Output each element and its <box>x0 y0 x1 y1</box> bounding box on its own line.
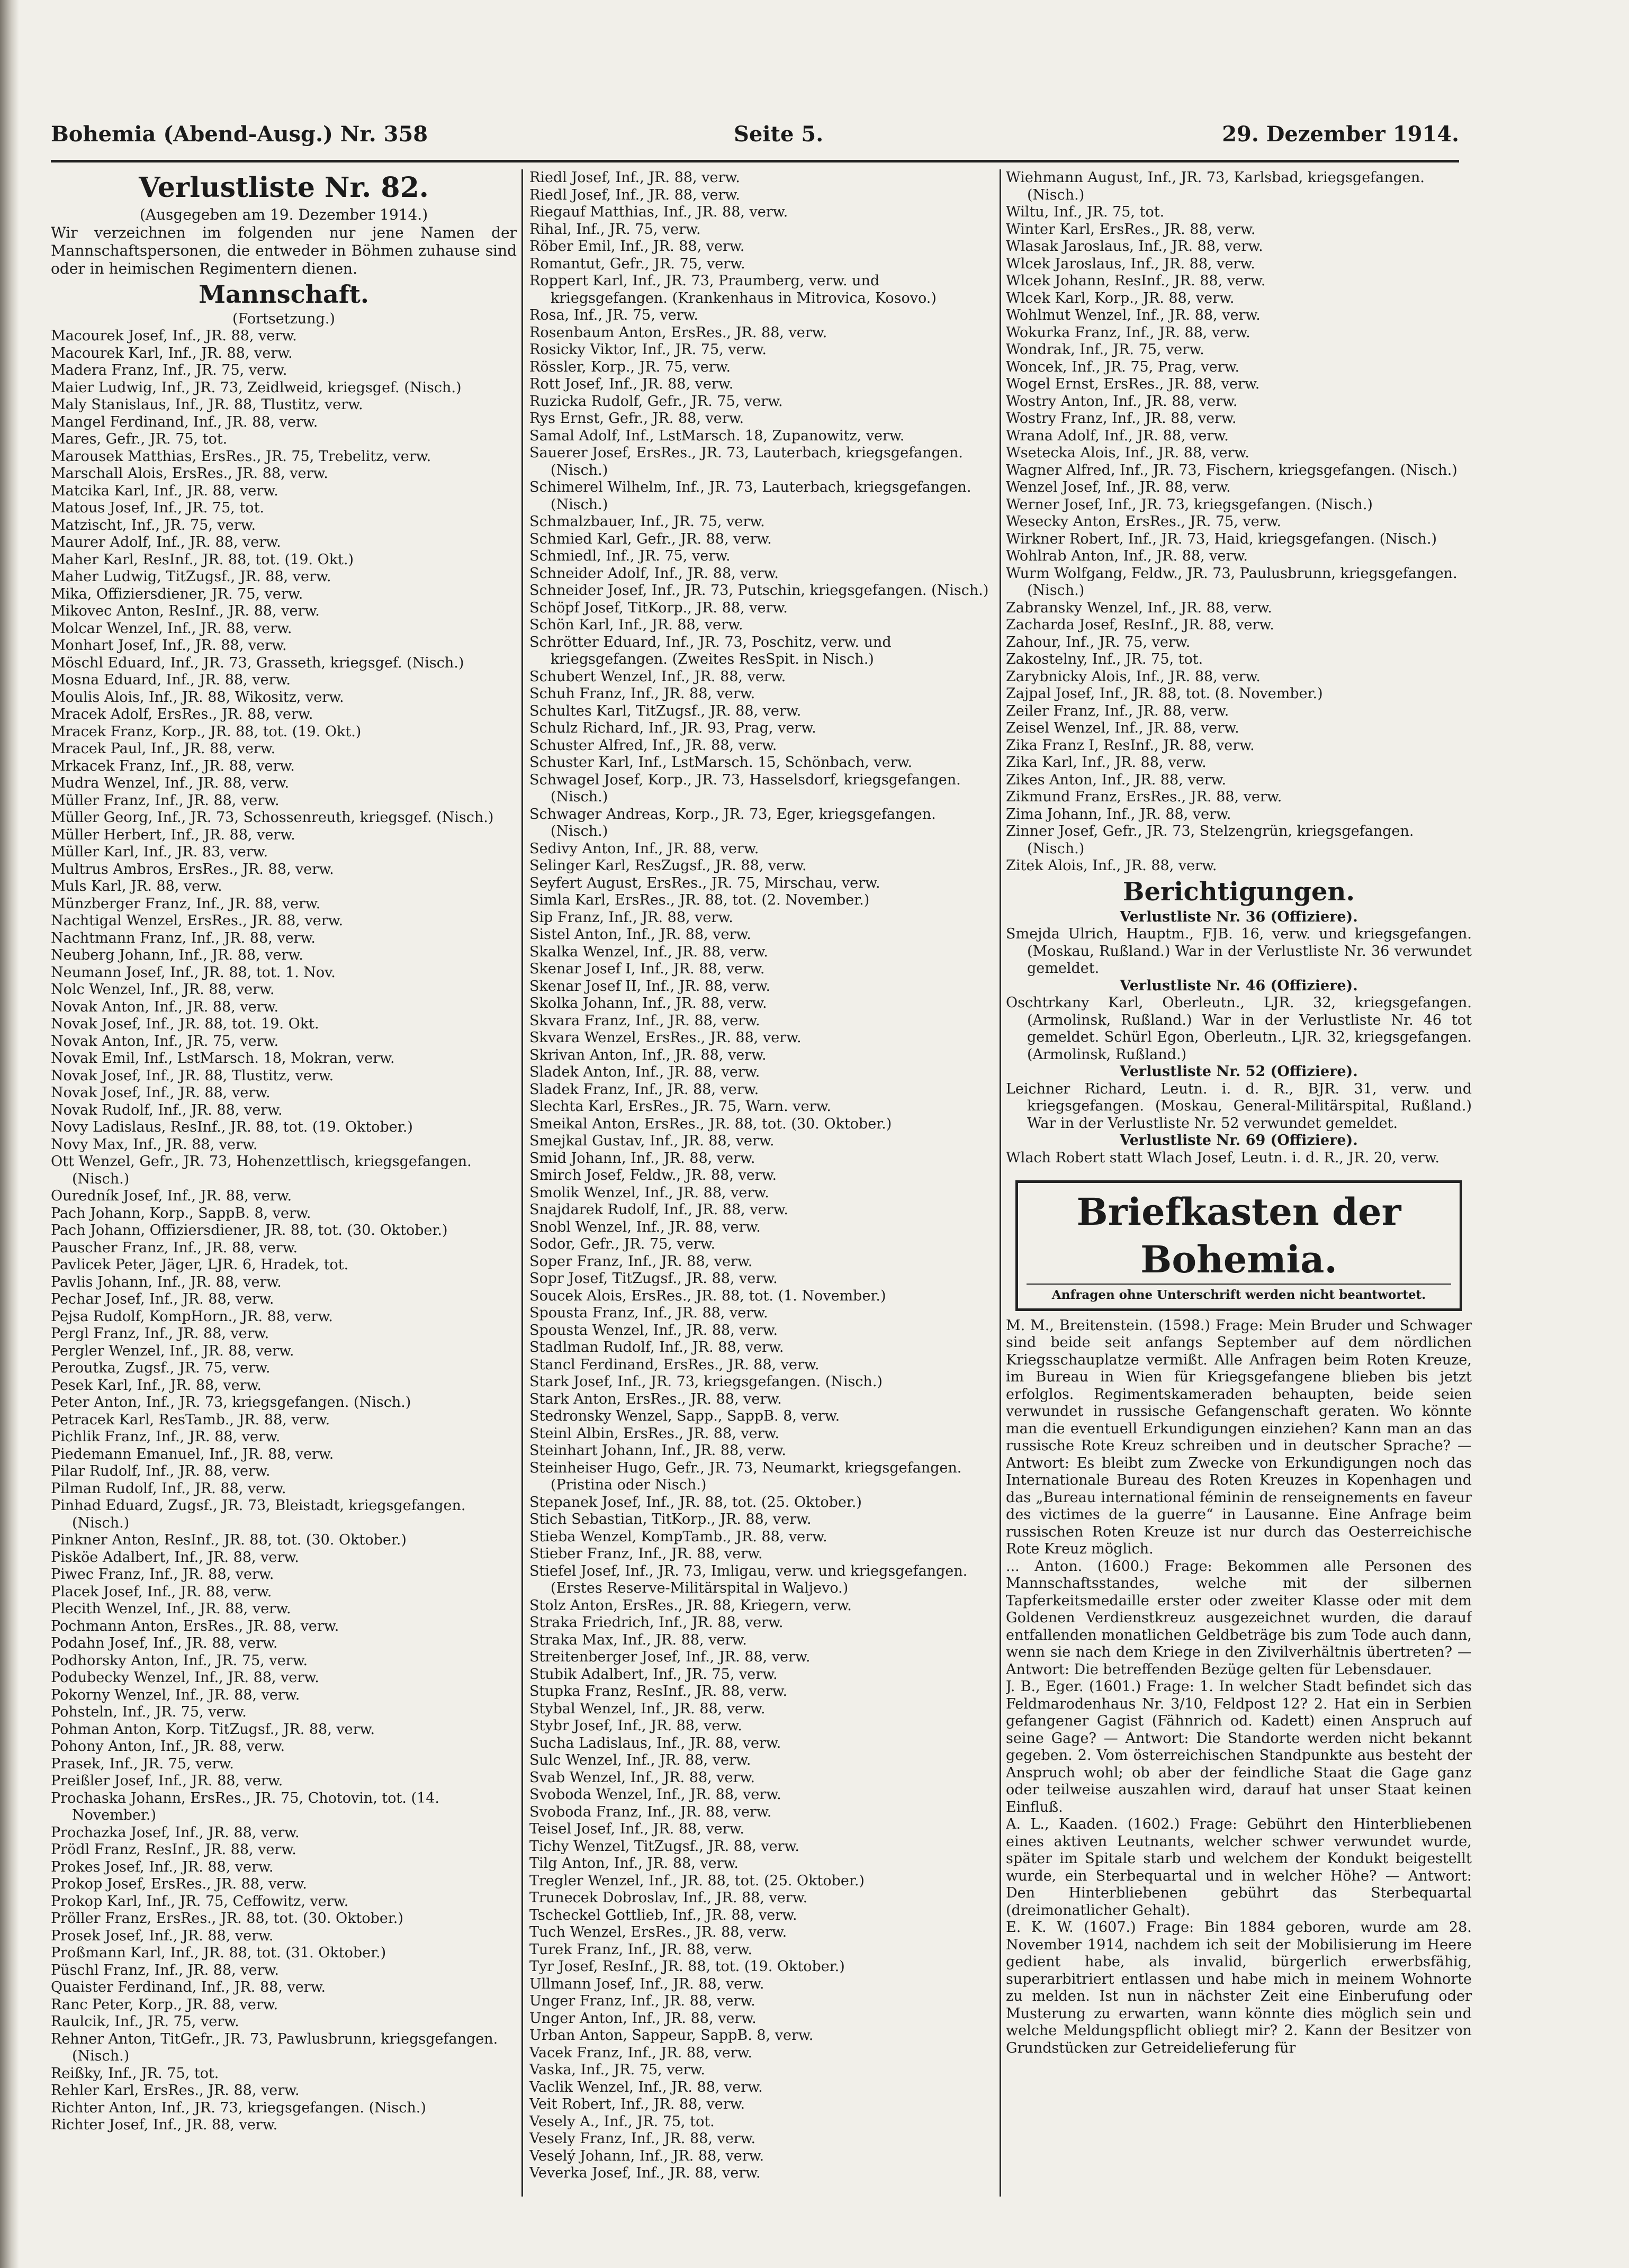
casualty-entry: Mares, Gefr., JR. 75, tot. <box>51 431 228 447</box>
casualty-entry: Muls Karl, JR. 88, verw. <box>51 878 222 894</box>
casualty-entry: Stybal Wenzel, Inf., JR. 88, verw. <box>529 1700 766 1717</box>
casualty-entry: Spousta Franz, Inf., JR. 88, verw. <box>529 1305 768 1321</box>
casualty-entry: Wrana Adolf, Inf., JR. 88, verw. <box>1006 427 1229 444</box>
casualty-entry: Skvara Wenzel, ErsRes., JR. 88, verw. <box>529 1029 802 1046</box>
casualty-entry: Neumann Josef, Inf., JR. 88, tot. 1. Nov. <box>51 964 336 981</box>
casualty-entry: Zeisel Wenzel, Inf., JR. 88, verw. <box>1006 720 1239 736</box>
casualty-entry: Woncek, Inf., JR. 75, Prag, verw. <box>1006 358 1240 375</box>
letterbox-paragraph: J. B., Eger. (1601.) Frage: 1. In welcher Stadt befindet sich das Feldmarodenhaus Nr. 3/10, Feldpost 12? 2. Hat ein in Serbien gefangener Gagist (Fähnrich od. Kadett) einen Anspruch auf seine Gage? — Antwort: Die Standorte werden nicht bekannt gegeben. 2. Vom österreichischen Standpunkte aus besteht der Anspruch wohl; ob aber der feindliche Staat die Gage ganz oder teilweise auszahlen wird, darauf hat unser Staat keinen Einfluß. <box>1006 1678 1472 1815</box>
corrections-section <box>1006 909 1472 1167</box>
casualty-entry: Maher Karl, ResInf., JR. 88, tot. (19. Okt.) <box>51 551 354 568</box>
casualty-entry: Riegauf Matthias, Inf., JR. 88, verw. <box>529 204 788 220</box>
casualty-entry: Sladek Franz, Inf., JR. 88, verw. <box>529 1081 759 1098</box>
casualty-entry: Wirkner Robert, Inf., JR. 73, Haid, kriegsgefangen. (Nisch.) <box>1006 530 1437 547</box>
casualty-entry: Schmalzbauer, Inf., JR. 75, verw. <box>529 513 765 530</box>
casualty-entry: Sedivy Anton, Inf., JR. 88, verw. <box>529 840 759 857</box>
casualty-entry: Skrivan Anton, Inf., JR. 88, verw. <box>529 1046 767 1063</box>
casualty-entry: Molcar Wenzel, Inf., JR. 88, verw. <box>51 620 292 637</box>
casualty-entry: Stybr Josef, Inf., JR. 88, verw. <box>529 1718 742 1734</box>
casualty-entry: Steinhart Johann, Inf., JR. 88, verw. <box>529 1442 786 1459</box>
casualty-entry: Zikes Anton, Inf., JR. 88, verw. <box>1006 771 1227 788</box>
casualty-entry: Rosenbaum Anton, ErsRes., JR. 88, verw. <box>529 324 827 341</box>
column-1 <box>51 169 517 2197</box>
letterbox-paragraph: ... Anton. (1600.) Frage: Bekommen alle Personen des Mannschaftsstandes, welche mit der silbernen Tapferkeitsmedaille erster oder zweiter Klasse oder mit dem Goldenen Verdienstkreuz ausgezeichnet wurden, die darauf entfallenden monatlichen Geldbeträge bis zum Tode auch dann, wenn sie nach dem Kriege in den Zivilverhältnis übertreten? — Antwort: Die betreffenden Bezüge gelten für Lebensdauer. <box>1006 1558 1472 1678</box>
casualty-entry: Pavlicek Peter, Jäger, LJR. 6, Hradek, tot. <box>51 1257 349 1273</box>
header-page-number: Seite 5. <box>734 122 824 147</box>
casualty-entry: Nolc Wenzel, Inf., JR. 88, verw. <box>51 981 275 998</box>
casualty-entry: Münzberger Franz, Inf., JR. 88, verw. <box>51 895 321 912</box>
casualty-entry: Röber Emil, Inf., JR. 88, verw. <box>529 238 745 255</box>
casualty-entry: Pokorny Wenzel, Inf., JR. 88, verw. <box>51 1686 300 1703</box>
casualty-entry: Petracek Karl, ResTamb., JR. 88, verw. <box>51 1411 330 1428</box>
casualty-entry: Podubecky Wenzel, Inf., JR. 88, verw. <box>51 1669 319 1686</box>
casualty-entry: Maly Stanislaus, Inf., JR. 88, Tlustitz, verw. <box>51 396 363 413</box>
casualty-entry: Nachtigal Wenzel, ErsRes., JR. 88, verw. <box>51 912 344 929</box>
casualty-entry: Pauscher Franz, Inf., JR. 88, verw. <box>51 1239 298 1256</box>
casualty-entry: Pergler Wenzel, Inf., JR. 88, verw. <box>51 1342 294 1359</box>
casualty-entry: Zitek Alois, Inf., JR. 88, verw. <box>1006 857 1217 874</box>
casualty-entry: Soper Franz, Inf., JR. 88, verw. <box>529 1253 753 1270</box>
casualty-entry: Nachtmann Franz, Inf., JR. 88, verw. <box>51 929 316 946</box>
casualty-entry: Wondrak, Inf., JR. 75, verw. <box>1006 341 1204 358</box>
casualty-entry: Rott Josef, Inf., JR. 88, verw. <box>529 376 734 392</box>
casualty-list <box>1006 169 1472 875</box>
casualty-entry: Skenar Josef II, Inf., JR. 88, verw. <box>529 978 771 995</box>
list-subtitle: (Ausgegeben am 19. Dezember 1914.) <box>139 206 428 223</box>
casualty-entry: Madera Franz, Inf., JR. 75, verw. <box>51 362 287 378</box>
casualty-entry: Macourek Karl, Inf., JR. 88, verw. <box>51 345 293 362</box>
correction-text: Oschtrkany Karl, Oberleutn., LJR. 32, kriegsgefangen. (Armolinsk, Rußland.) War in der Verlustliste Nr. 46 tot gemeldet. Schürl Egon, Oberleutn., LJR. 32, kriegsgefangen. (Armolinsk, Rußland.) <box>1006 995 1472 1063</box>
casualty-entry: Schuster Karl, Inf., LstMarsch. 15, Schönbach, verw. <box>529 754 913 771</box>
casualty-entry: Wlcek Karl, Korp., JR. 88, verw. <box>1006 290 1235 306</box>
casualty-entry: Vaclik Wenzel, Inf., JR. 88, verw. <box>529 2079 763 2095</box>
casualty-entry: Piwec Franz, Inf., JR. 88, verw. <box>51 1566 274 1583</box>
casualty-entry: Zacharda Josef, ResInf., JR. 88, verw. <box>1006 617 1274 633</box>
casualty-entry: Skalka Wenzel, Inf., JR. 88, verw. <box>529 943 768 960</box>
casualty-entry: Stark Anton, ErsRes., JR. 88, verw. <box>529 1390 782 1407</box>
correction-heading: Verlustliste Nr. 36 (Offiziere). <box>1120 908 1358 925</box>
casualty-entry: Zeiler Franz, Inf., JR. 88, verw. <box>1006 702 1229 719</box>
casualty-entry: Werner Josef, Inf., JR. 73, kriegsgefangen. (Nisch.) <box>1006 496 1373 513</box>
casualty-entry: Urban Anton, Sappeur, SappB. 8, verw. <box>529 2027 814 2044</box>
casualty-entry: Schöpf Josef, TitKorp., JR. 88, verw. <box>529 599 788 616</box>
casualty-entry: Skvara Franz, Inf., JR. 88, verw. <box>529 1012 760 1029</box>
casualty-entry: Wsetecka Alois, Inf., JR. 88, verw. <box>1006 445 1249 461</box>
casualty-entry: Schmiedl, Inf., JR. 75, verw. <box>529 548 731 564</box>
casualty-entry: Pinkner Anton, ResInf., JR. 88, tot. (30. Oktober.) <box>51 1532 407 1548</box>
casualty-entry: Stolz Anton, ErsRes., JR. 88, Kriegern, verw. <box>529 1597 852 1614</box>
casualty-entry: Stieba Wenzel, KompTamb., JR. 88, verw. <box>529 1528 827 1545</box>
casualty-entry: Wostry Anton, Inf., JR. 88, verw. <box>1006 393 1238 410</box>
casualty-entry: Schultes Karl, TitZugsf., JR. 88, verw. <box>529 702 802 719</box>
casualty-entry: Prokes Josef, Inf., JR. 88, verw. <box>51 1858 274 1875</box>
casualty-entry: Plecith Wenzel, Inf., JR. 88, verw. <box>51 1601 291 1617</box>
casualty-entry: Unger Anton, Inf., JR. 88, verw. <box>529 2010 757 2027</box>
casualty-entry: Streitenberger Josef, Inf., JR. 88, verw. <box>529 1649 811 1665</box>
casualty-entry: Püschl Franz, Inf., JR. 88, verw. <box>51 1962 279 1978</box>
casualty-entry: Podahn Josef, Inf., JR. 88, verw. <box>51 1635 278 1651</box>
casualty-entry: Ruzicka Rudolf, Gefr., JR. 75, verw. <box>529 393 783 410</box>
casualty-entry: Ranc Peter, Korp., JR. 88, verw. <box>51 1996 278 2013</box>
casualty-entry: Novak Anton, Inf., JR. 88, verw. <box>51 998 279 1015</box>
casualty-entry: Vaska, Inf., JR. 75, verw. <box>529 2062 705 2078</box>
casualty-entry: Zika Franz I, ResInf., JR. 88, verw. <box>1006 737 1255 754</box>
casualty-entry: Pejsa Rudolf, KompHorn., JR. 88, verw. <box>51 1308 333 1325</box>
casualty-entry: Stancl Ferdinand, ErsRes., JR. 88, verw. <box>529 1356 820 1373</box>
letterbox-paragraph: E. K. W. (1607.) Frage: Bin 1884 geboren, wurde am 28. November 1914, nachdem ich seit der Mobilisierung im Heere gedient habe, als invalid, bürgerlich erwerbsfähig, superarbitriert entlassen und habe mich in meinem Wohnorte zu melden. Ist nun in nächster Zeit eine Einberufung oder Musterung zu erwarten, wann könnte dies möglich sein und welche Meldungspflicht obliegt mir? 2. Kann der Besitzer von Grundstücken zur Getreidelieferung für <box>1006 1919 1472 2056</box>
casualty-entry: Riedl Josef, Inf., JR. 88, verw. <box>529 186 740 203</box>
casualty-entry: Schuster Alfred, Inf., JR. 88, verw. <box>529 737 777 754</box>
casualty-entry: Pohony Anton, Inf., JR. 88, verw. <box>51 1738 285 1755</box>
casualty-entry: Steinl Albin, ErsRes., JR. 88, verw. <box>529 1425 780 1442</box>
casualty-entry: Soucek Alois, ErsRes., JR. 88, tot. (1. November.) <box>529 1287 886 1304</box>
casualty-entry: Teisel Josef, Inf., JR. 88, verw. <box>529 1821 744 1837</box>
casualty-entry: Zarybnicky Alois, Inf., JR. 88, verw. <box>1006 668 1261 685</box>
casualty-entry: Pröller Franz, ErsRes., JR. 88, tot. (30. Oktober.) <box>51 1910 403 1927</box>
casualty-entry: Proßmann Karl, Inf., JR. 88, tot. (31. Oktober.) <box>51 1945 386 1961</box>
casualty-entry: Placek Josef, Inf., JR. 88, verw. <box>51 1583 272 1600</box>
letterbox-paragraph: A. L., Kaaden. (1602.) Frage: Gebührt den Hinterbliebenen eines aktiven Leutnants, welcher schwer verwundet wurde, später im Spitale starb und welchem der Kondukt beigestellt wurde, ein Sterbequartal und in welcher Höhe? — Antwort: Den Hinterbliebenen gebührt das Sterbequartal (dreimonatlicher Gehalt). <box>1006 1816 1472 1919</box>
casualty-entry: Pergl Franz, Inf., JR. 88, verw. <box>51 1325 269 1342</box>
casualty-entry: Vesely A., Inf., JR. 75, tot. <box>529 2113 715 2130</box>
casualty-entry: Stubik Adalbert, Inf., JR. 75, verw. <box>529 1666 778 1683</box>
casualty-entry: Rehler Karl, ErsRes., JR. 88, verw. <box>51 2082 300 2099</box>
casualty-entry: Multrus Ambros, ErsRes., JR. 88, verw. <box>51 861 334 878</box>
section-heading: Mannschaft. <box>199 279 369 309</box>
casualty-entry: Turek Franz, Inf., JR. 88, verw. <box>529 1941 753 1958</box>
casualty-entry: Piedemann Emanuel, Inf., JR. 88, verw. <box>51 1445 334 1462</box>
casualty-entry: Schwager Andreas, Korp., JR. 73, Eger, kriegsgefangen. (Nisch.) <box>529 806 936 839</box>
correction-text: Leichner Richard, Leutn. i. d. R., BJR. 31, verw. und kriegsgefangen. (Moskau, General-Militärspital, Rußland.) War in der Verlustliste Nr. 52 verwundet gemeldet. <box>1006 1080 1472 1132</box>
casualty-entry: Tichy Wenzel, TitZugsf., JR. 88, verw. <box>529 1838 799 1855</box>
casualty-entry: Sistel Anton, Inf., JR. 88, verw. <box>529 926 751 943</box>
casualty-entry: Novy Ladislaus, ResInf., JR. 88, tot. (19. Oktober.) <box>51 1119 413 1135</box>
casualty-entry: Smeikal Anton, ErsRes., JR. 88, tot. (30. Oktober.) <box>529 1115 892 1132</box>
casualty-entry: Wenzel Josef, Inf., JR. 88, verw. <box>1006 479 1231 495</box>
casualty-entry: Rössler, Korp., JR. 75, verw. <box>529 358 731 375</box>
header-date: 29. Dezember 1914. <box>1222 122 1459 147</box>
casualty-entry: Pisköe Adalbert, Inf., JR. 88, verw. <box>51 1549 299 1566</box>
casualty-entry: Müller Herbert, Inf., JR. 88, verw. <box>51 826 295 843</box>
casualty-entry: Snobl Wenzel, Inf., JR. 88, verw. <box>529 1218 761 1235</box>
casualty-entry: Wlcek Johann, ResInf., JR. 88, verw. <box>1006 273 1266 289</box>
casualty-entry: Schulz Richard, Inf., JR. 93, Prag, verw. <box>529 720 816 736</box>
casualty-entry: Tregler Wenzel, Inf., JR. 88, tot. (25. Oktober.) <box>529 1872 865 1889</box>
casualty-entry: Novak Anton, Inf., JR. 75, verw. <box>51 1033 279 1050</box>
letterbox-paragraph: M. M., Breitenstein. (1598.) Frage: Mein Bruder und Schwager sind beide seit anfangs September auf dem nördlichen Kriegsschauplatze vermißt. Alle Anfragen beim Roten Kreuze, im Bureau in Wien für Kriegsgefangene blieben bis jetzt erfolglos. Regimentskameraden behaupten, beide seien verwundet in russische Gefangenschaft geraten. Wo könnte man die eventuell Erkundigungen einziehen? Kann man an das russische Rote Kreuz schreiben und in deutscher Sprache? — Antwort: Es bleibt zum Zwecke von Erkundigungen noch das Internationale Bureau des Roten Kreuzes in Kopenhagen und das „Bureau international féminin de renseignements en faveur des victimes de la guerre“ in Lausanne. Eine Anfrage beim russischen Roten Kreuze ist nur durch das Oesterreichische Rote Kreuz möglich. <box>1006 1317 1472 1557</box>
correction-text: Wlach Robert statt Wlach Josef, Leutn. i. d. R., JR. 20, verw. <box>1006 1149 1440 1166</box>
continuation-note: (Fortsetzung.) <box>232 310 335 327</box>
casualty-entry: Novak Rudolf, Inf., JR. 88, verw. <box>51 1101 283 1118</box>
casualty-entry: Mosna Eduard, Inf., JR. 88, verw. <box>51 672 291 688</box>
casualty-entry: Sauerer Josef, ErsRes., JR. 73, Lauterbach, kriegsgefangen. (Nisch.) <box>529 445 963 478</box>
casualty-entry: Wohlrab Anton, Inf., JR. 88, verw. <box>1006 548 1248 564</box>
casualty-entry: Pichlik Franz, Inf., JR. 88, verw. <box>51 1429 281 1445</box>
casualty-entry: Roppert Karl, Inf., JR. 73, Praumberg, verw. und kriegsgefangen. (Krankenhaus in Mitrovica, Kosovo.) <box>529 273 937 306</box>
casualty-entry: Ott Wenzel, Gefr., JR. 73, Hohenzettlisch, kriegsgefangen. (Nisch.) <box>51 1153 472 1187</box>
casualty-entry: Macourek Josef, Inf., JR. 88, verw. <box>51 328 297 344</box>
casualty-entry: Podhorsky Anton, Inf., JR. 75, verw. <box>51 1652 308 1669</box>
casualty-entry: Rosa, Inf., JR. 75, verw. <box>529 307 699 323</box>
casualty-entry: Maher Ludwig, TitZugsf., JR. 88, verw. <box>51 568 331 585</box>
casualty-entry: Prokop Josef, ErsRes., JR. 88, verw. <box>51 1876 307 1892</box>
casualty-entry: Sopr Josef, TitZugsf., JR. 88, verw. <box>529 1270 778 1287</box>
casualty-entry: Peter Anton, Inf., JR. 73, kriegsgefangen. (Nisch.) <box>51 1394 411 1411</box>
casualty-entry: Veit Robert, Inf., JR. 88, verw. <box>529 2096 745 2112</box>
casualty-entry: Wlasak Jaroslaus, Inf., JR. 88, verw. <box>1006 238 1263 255</box>
casualty-entry: Simla Karl, ErsRes., JR. 88, tot. (2. November.) <box>529 892 870 908</box>
page-binding-edge <box>0 0 19 2268</box>
casualty-entry: Prochaska Johann, ErsRes., JR. 75, Chotovin, tot. (14. November.) <box>51 1790 440 1823</box>
casualty-entry: Mikovec Anton, ResInf., JR. 88, verw. <box>51 603 320 619</box>
casualty-entry: Skenar Josef I, Inf., JR. 88, verw. <box>529 961 765 977</box>
casualty-entry: Reißky, Inf., JR. 75, tot. <box>51 2065 219 2082</box>
casualty-entry: Schrötter Eduard, Inf., JR. 73, Poschitz, verw. und kriegsgefangen. (Zweites ResSpit. in Nisch.) <box>529 634 892 667</box>
casualty-entry: Stepanek Josef, Inf., JR. 88, tot. (25. Oktober.) <box>529 1494 862 1511</box>
casualty-entry: Pechar Josef, Inf., JR. 88, verw. <box>51 1291 274 1307</box>
casualty-entry: Schmied Karl, Gefr., JR. 88, verw. <box>529 530 772 547</box>
casualty-entry: Mangel Ferdinand, Inf., JR. 88, verw. <box>51 413 318 430</box>
casualty-entry: Zahour, Inf., JR. 75, verw. <box>1006 634 1191 650</box>
casualty-entry: Schubert Wenzel, Inf., JR. 88, verw. <box>529 668 786 685</box>
letterbox-title: Briefkasten der Bohemia. <box>1076 1190 1401 1281</box>
casualty-entry: Pohman Anton, Korp. TitZugsf., JR. 88, verw. <box>51 1721 375 1738</box>
column-divider <box>521 169 523 2197</box>
list-intro: Wir verzeichnen im folgenden nur jene Namen der Mannschaftspersonen, die entweder in Böhmen zuhause sind oder in heimischen Regimentern dienen. <box>51 223 517 277</box>
casualty-entry: Samal Adolf, Inf., LstMarsch. 18, Zupanowitz, verw. <box>529 427 905 444</box>
casualty-entry: Pinhad Eduard, Zugsf., JR. 73, Bleistadt, kriegsgefangen. (Nisch.) <box>51 1497 466 1531</box>
casualty-entry: Tyr Josef, ResInf., JR. 88, tot. (19. Oktober.) <box>529 1958 845 1975</box>
casualty-entry: Stadlman Rudolf, Inf., JR. 88, verw. <box>529 1339 784 1356</box>
casualty-entry: Marschall Alois, ErsRes., JR. 88, verw. <box>51 465 328 482</box>
casualty-entry: Pilman Rudolf, Inf., JR. 88, verw. <box>51 1480 286 1497</box>
casualty-entry: Ullmann Josef, Inf., JR. 88, verw. <box>529 1975 764 1992</box>
casualty-entry: Unger Franz, Inf., JR. 88, verw. <box>529 1993 755 2009</box>
page-header <box>51 118 1459 155</box>
letterbox-note: Anfragen ohne Unterschrift werden nicht beantwortet. <box>1027 1284 1451 1304</box>
casualty-entry: Zika Karl, Inf., JR. 88, verw. <box>1006 754 1207 771</box>
casualty-entry: Schön Karl, Inf., JR. 88, verw. <box>529 617 743 633</box>
casualty-entry: Stiefel Josef, Inf., JR. 73, Imligau, verw. und kriegsgefangen. (Erstes Reserve-Militärspital in Waljevo.) <box>529 1562 968 1596</box>
casualty-entry: Zinner Josef, Gefr., JR. 73, Stelzengrün, kriegsgefangen. (Nisch.) <box>1006 823 1414 857</box>
casualty-entry: Vacek Franz, Inf., JR. 88, verw. <box>529 2044 752 2061</box>
casualty-entry: Wogel Ernst, ErsRes., JR. 88, verw. <box>1006 376 1260 392</box>
casualty-entry: Sodor, Gefr., JR. 75, verw. <box>529 1236 716 1252</box>
correction-heading: Verlustliste Nr. 69 (Offiziere). <box>1120 1132 1358 1149</box>
casualty-entry: Maurer Adolf, Inf., JR. 88, verw. <box>51 534 281 550</box>
casualty-entry: Preißler Josef, Inf., JR. 88, verw. <box>51 1773 283 1789</box>
casualty-entry: Slechta Karl, ErsRes., JR. 75, Warn. verw. <box>529 1098 831 1115</box>
casualty-entry: Stark Josef, Inf., JR. 73, kriegsgefangen. (Nisch.) <box>529 1374 883 1390</box>
column-divider <box>1000 169 1001 2197</box>
casualty-entry: Peroutka, Zugsf., JR. 75, verw. <box>51 1360 271 1376</box>
casualty-entry: Marousek Matthias, ErsRes., JR. 75, Trebelitz, verw. <box>51 448 431 465</box>
casualty-entry: Smid Johann, Inf., JR. 88, verw. <box>529 1150 755 1167</box>
casualty-entry: Quaister Ferdinand, Inf., JR. 88, verw. <box>51 1979 326 1995</box>
casualty-entry: Mrkacek Franz, Inf., JR. 88, verw. <box>51 757 295 774</box>
casualty-entry: Stieber Franz, Inf., JR. 88, verw. <box>529 1546 763 1562</box>
casualty-entry: Wiltu, Inf., JR. 75, tot. <box>1006 204 1165 220</box>
casualty-list <box>529 169 995 2182</box>
casualty-entry: Selinger Karl, ResZugsf., JR. 88, verw. <box>529 857 807 874</box>
casualty-entry: Richter Josef, Inf., JR. 88, verw. <box>51 2117 278 2133</box>
casualty-entry: Rys Ernst, Gefr., JR. 88, verw. <box>529 410 744 427</box>
casualty-entry: Veselý Johann, Inf., JR. 88, verw. <box>529 2147 764 2164</box>
casualty-entry: Schneider Josef, Inf., JR. 73, Putschin, kriegsgefangen. (Nisch.) <box>529 582 989 599</box>
casualty-entry: Neuberg Johann, Inf., JR. 88, verw. <box>51 947 303 963</box>
casualty-entry: Svoboda Franz, Inf., JR. 88, verw. <box>529 1803 772 1820</box>
casualty-entry: Novak Josef, Inf., JR. 88, Tlustitz, verw. <box>51 1067 334 1084</box>
casualty-entry: Stedronsky Wenzel, Sapp., SappB. 8, verw. <box>529 1408 840 1424</box>
casualty-entry: Prosek Josef, Inf., JR. 88, verw. <box>51 1927 274 1944</box>
casualty-entry: Schneider Adolf, Inf., JR. 88, verw. <box>529 565 779 582</box>
casualty-entry: Rehner Anton, TitGefr., JR. 73, Pawlusbrunn, kriegsgefangen. (Nisch.) <box>51 2030 498 2064</box>
letterbox-masthead <box>1015 1180 1462 1311</box>
casualty-entry: Prödl Franz, ResInf., JR. 88, verw. <box>51 1841 296 1858</box>
casualty-entry: Tilg Anton, Inf., JR. 88, verw. <box>529 1855 739 1872</box>
casualty-entry: Sip Franz, Inf., JR. 88, verw. <box>529 909 733 926</box>
casualty-entry: Möschl Eduard, Inf., JR. 73, Grasseth, kriegsgef. (Nisch.) <box>51 654 464 671</box>
casualty-entry: Wurm Wolfgang, Feldw., JR. 73, Paulusbrunn, kriegsgefangen. (Nisch.) <box>1006 565 1457 599</box>
casualty-entry: Novy Max, Inf., JR. 88, verw. <box>51 1136 258 1153</box>
casualty-entry: Mika, Offiziersdiener, JR. 75, verw. <box>51 585 303 602</box>
casualty-entry: Steinheiser Hugo, Gefr., JR. 73, Neumarkt, kriegsgefangen. (Pristina oder Nisch.) <box>529 1459 962 1493</box>
casualty-entry: Smejkal Gustav, Inf., JR. 88, verw. <box>529 1133 775 1149</box>
casualty-entry: Schimerel Wilhelm, Inf., JR. 73, Lauterbach, kriegsgefangen. (Nisch.) <box>529 479 971 513</box>
casualty-entry: Zajpal Josef, Inf., JR. 88, tot. (8. November.) <box>1006 685 1323 702</box>
casualty-entry: Zakostelny, Inf., JR. 75, tot. <box>1006 651 1203 667</box>
casualty-entry: Pach Johann, Korp., SappB. 8, verw. <box>51 1205 311 1222</box>
casualty-entry: Stich Sebastian, TitKorp., JR. 88, verw. <box>529 1511 812 1528</box>
casualty-entry: Richter Anton, Inf., JR. 73, kriegsgefangen. (Nisch.) <box>51 2099 426 2116</box>
casualty-entry: Müller Franz, Inf., JR. 88, verw. <box>51 792 280 809</box>
casualty-list <box>51 328 517 2134</box>
casualty-entry: Riedl Josef, Inf., JR. 88, verw. <box>529 169 740 186</box>
correction-heading: Verlustliste Nr. 52 (Offiziere). <box>1120 1063 1358 1080</box>
casualty-entry: Rihal, Inf., JR. 75, verw. <box>529 221 701 238</box>
casualty-entry: Mracek Paul, Inf., JR. 88, verw. <box>51 740 276 757</box>
correction-text: Smejda Ulrich, Hauptm., FJB. 16, verw. und kriegsgefangen. (Moskau, Rußland.) War in der Verlustliste Nr. 36 verwundet gemeldet. <box>1006 926 1472 977</box>
casualty-entry: Prokop Karl, Inf., JR. 75, Ceffowitz, verw. <box>51 1893 349 1910</box>
casualty-entry: Mudra Wenzel, Inf., JR. 88, verw. <box>51 775 290 791</box>
casualty-entry: Müller Karl, Inf., JR. 83, verw. <box>51 844 268 860</box>
casualty-entry: Wostry Franz, Inf., JR. 88, verw. <box>1006 410 1237 427</box>
casualty-entry: Svab Wenzel, Inf., JR. 88, verw. <box>529 1769 755 1786</box>
casualty-entry: Trunecek Dobroslav, Inf., JR. 88, verw. <box>529 1890 808 1906</box>
casualty-entry: Matcika Karl, Inf., JR. 88, verw. <box>51 482 278 499</box>
casualty-entry: Zabransky Wenzel, Inf., JR. 88, verw. <box>1006 599 1272 616</box>
casualty-entry: Wagner Alfred, Inf., JR. 73, Fischern, kriegsgefangen. (Nisch.) <box>1006 462 1457 478</box>
list-title: Verlustliste Nr. 82. <box>139 171 429 204</box>
casualty-entry: Pesek Karl, Inf., JR. 88, verw. <box>51 1377 262 1394</box>
casualty-entry: Matous Josef, Inf., JR. 75, tot. <box>51 500 264 516</box>
casualty-entry: Mracek Franz, Korp., JR. 88, tot. (19. Okt.) <box>51 723 362 740</box>
casualty-entry: Stupka Franz, ResInf., JR. 88, verw. <box>529 1683 788 1700</box>
casualty-entry: Smirch Josef, Feldw., JR. 88, verw. <box>529 1167 777 1183</box>
casualty-entry: Raulcik, Inf., JR. 75, verw. <box>51 2013 239 2030</box>
casualty-entry: Monhart Josef, Inf., JR. 88, verw. <box>51 637 287 654</box>
casualty-entry: Sladek Anton, Inf., JR. 88, verw. <box>529 1064 760 1080</box>
casualty-entry: Schuh Franz, Inf., JR. 88, verw. <box>529 685 755 702</box>
corrections-heading: Berichtigungen. <box>1122 877 1355 907</box>
casualty-entry: Winter Karl, ErsRes., JR. 88, verw. <box>1006 221 1256 238</box>
casualty-entry: Snajdarek Rudolf, Inf., JR. 88, verw. <box>529 1201 788 1218</box>
casualty-entry: Straka Max, Inf., JR. 88, verw. <box>529 1631 747 1648</box>
column-2 <box>529 169 995 2197</box>
casualty-entry: Maier Ludwig, Inf., JR. 73, Zeidlweid, kriegsgef. (Nisch.) <box>51 379 462 396</box>
casualty-entry: Pochmann Anton, ErsRes., JR. 88, verw. <box>51 1618 339 1634</box>
casualty-entry: Sucha Ladislaus, Inf., JR. 88, verw. <box>529 1734 781 1751</box>
casualty-entry: Wohlmut Wenzel, Inf., JR. 88, verw. <box>1006 307 1261 323</box>
casualty-entry: Vesely Franz, Inf., JR. 88, verw. <box>529 2130 756 2147</box>
casualty-entry: Rosicky Viktor, Inf., JR. 75, verw. <box>529 341 767 358</box>
casualty-entry: Wiehmann August, Inf., JR. 73, Karlsbad, kriegsgefangen. (Nisch.) <box>1006 169 1425 203</box>
casualty-entry: Mracek Adolf, ErsRes., JR. 88, verw. <box>51 706 313 722</box>
casualty-entry: Svoboda Wenzel, Inf., JR. 88, verw. <box>529 1786 781 1803</box>
casualty-entry: Tscheckel Gottlieb, Inf., JR. 88, verw. <box>529 1906 797 1923</box>
header-left: Bohemia (Abend-Ausg.) Nr. 358 <box>51 122 428 147</box>
casualty-entry: Sulc Wenzel, Inf., JR. 88, verw. <box>529 1752 751 1768</box>
casualty-entry: Wokurka Franz, Inf., JR. 88, verw. <box>1006 324 1250 341</box>
casualty-entry: Novak Josef, Inf., JR. 88, verw. <box>51 1085 271 1101</box>
casualty-entry: Novak Emil, Inf., LstMarsch. 18, Mokran, verw. <box>51 1050 395 1067</box>
casualty-entry: Matzischt, Inf., JR. 75, verw. <box>51 517 256 534</box>
casualty-entry: Skolka Johann, Inf., JR. 88, verw. <box>529 995 767 1011</box>
casualty-entry: Ouredník Josef, Inf., JR. 88, verw. <box>51 1188 292 1204</box>
casualty-entry: Prochazka Josef, Inf., JR. 88, verw. <box>51 1824 300 1841</box>
casualty-entry: Moulis Alois, Inf., JR. 88, Wikositz, verw. <box>51 689 344 706</box>
casualty-entry: Wesecky Anton, ErsRes., JR. 75, verw. <box>1006 513 1282 530</box>
column-3 <box>1006 169 1472 2197</box>
casualty-entry: Romantut, Gefr., JR. 75, verw. <box>529 255 745 272</box>
casualty-entry: Smolik Wenzel, Inf., JR. 88, verw. <box>529 1184 769 1201</box>
correction-heading: Verlustliste Nr. 46 (Offiziere). <box>1120 977 1358 994</box>
letterbox-section <box>1006 1317 1472 2057</box>
casualty-entry: Veverka Josef, Inf., JR. 88, verw. <box>529 2165 761 2181</box>
casualty-entry: Zikmund Franz, ErsRes., JR. 88, verw. <box>1006 789 1282 805</box>
casualty-entry: Müller Georg, Inf., JR. 73, Schossenreuth, kriegsgef. (Nisch.) <box>51 809 494 826</box>
casualty-entry: Wlcek Jaroslaus, Inf., JR. 88, verw. <box>1006 255 1255 272</box>
casualty-entry: Pilar Rudolf, Inf., JR. 88, verw. <box>51 1463 271 1479</box>
casualty-entry: Spousta Wenzel, Inf., JR. 88, verw. <box>529 1322 778 1339</box>
casualty-entry: Schwagel Josef, Korp., JR. 73, Hasselsdorf, kriegsgefangen. (Nisch.) <box>529 771 961 805</box>
casualty-entry: Pavlis Johann, Inf., JR. 88, verw. <box>51 1273 282 1290</box>
casualty-entry: Pohsteln, Inf., JR. 75, verw. <box>51 1704 247 1720</box>
casualty-entry: Straka Friedrich, Inf., JR. 88, verw. <box>529 1614 784 1631</box>
casualty-entry: Prasek, Inf., JR. 75, verw. <box>51 1755 234 1772</box>
casualty-entry: Pach Johann, Offiziersdiener, JR. 88, tot. (30. Oktober.) <box>51 1222 448 1239</box>
header-rule <box>51 160 1459 162</box>
casualty-entry: Seyfert August, ErsRes., JR. 75, Mirschau, verw. <box>529 874 880 891</box>
casualty-entry: Novak Josef, Inf., JR. 88, tot. 19. Okt. <box>51 1016 319 1032</box>
casualty-entry: Zima Johann, Inf., JR. 88, verw. <box>1006 806 1231 823</box>
casualty-entry: Tuch Wenzel, ErsRes., JR. 88, verw. <box>529 1924 787 1940</box>
